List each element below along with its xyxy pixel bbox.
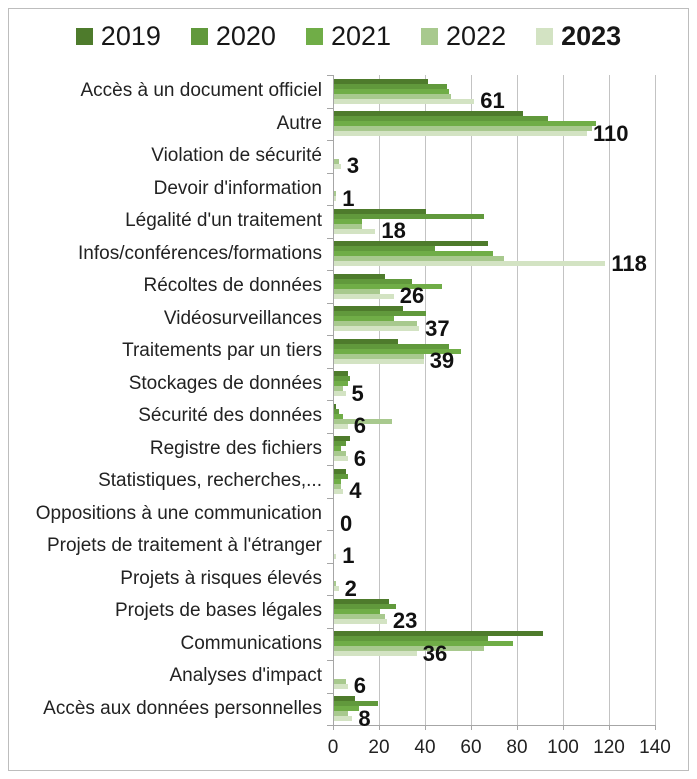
category-label: Statistiques, recherches,... <box>98 470 322 492</box>
bar-2023 <box>334 554 336 559</box>
category-label: Vidéosurveillances <box>163 307 322 329</box>
bar-2023 <box>334 196 336 201</box>
x-tick-label: 120 <box>593 737 625 758</box>
category-label: Stockages de données <box>128 372 322 394</box>
plot-area <box>333 75 655 731</box>
category-label: Sécurité des données <box>138 405 322 427</box>
bar-2023 <box>334 684 348 689</box>
x-tick-label: 60 <box>460 737 482 758</box>
data-label: 1 <box>342 185 355 211</box>
data-label: 6 <box>353 673 367 699</box>
category-label: Autre <box>276 112 322 134</box>
x-axis-labels <box>327 733 671 763</box>
data-label: 23 <box>392 608 418 634</box>
data-label: 110 <box>593 120 629 146</box>
legend-swatch-2023 <box>536 28 553 45</box>
bar-2023 <box>334 326 419 331</box>
legend-item-2020 <box>191 23 276 50</box>
x-tick-label: 40 <box>414 737 436 758</box>
legend-item-2019 <box>76 23 161 50</box>
data-label: 0 <box>340 510 353 536</box>
category-label: Registre des fichiers <box>149 437 322 459</box>
data-label: 6 <box>353 413 367 439</box>
gridline <box>425 75 426 725</box>
bar-2023 <box>334 229 375 234</box>
legend-label: 2022 <box>446 21 507 51</box>
gridline <box>655 75 656 725</box>
chart-frame <box>8 8 689 771</box>
category-axis-line <box>333 75 334 725</box>
data-label: 3 <box>346 153 360 179</box>
legend-swatch-2019 <box>76 28 93 45</box>
bar-2023 <box>334 294 394 299</box>
data-label: 39 <box>429 348 455 374</box>
x-tick-label: 100 <box>547 737 579 758</box>
category-label: Légalité d'un traitement <box>125 210 322 232</box>
data-label: 18 <box>381 218 406 244</box>
data-label: 5 <box>351 380 364 406</box>
legend-item-2021 <box>306 23 391 50</box>
bar-2023 <box>334 391 346 396</box>
bar-2023 <box>334 716 352 721</box>
data-label: 36 <box>422 640 448 666</box>
category-label: Infos/conférences/formations <box>78 242 322 264</box>
category-label: Traitements par un tiers <box>122 340 322 362</box>
category-label: Projets de bases légales <box>114 600 322 622</box>
x-tick-label: 20 <box>368 737 390 758</box>
value-axis-line <box>333 725 655 726</box>
gridline <box>471 75 472 725</box>
gridline <box>379 75 380 725</box>
legend-label: 2019 <box>100 21 161 51</box>
data-label: 61 <box>480 88 505 114</box>
bar-2023 <box>334 131 587 136</box>
data-label: 8 <box>358 705 371 731</box>
bar-2023 <box>334 424 348 429</box>
bar-2023 <box>334 359 424 364</box>
category-label: Analyses d'impact <box>169 665 322 687</box>
legend-item-2022 <box>421 23 506 50</box>
gridline <box>517 75 518 725</box>
x-axis-tick <box>655 725 656 730</box>
category-axis-labels <box>9 75 327 725</box>
data-label: 4 <box>349 478 362 504</box>
category-label: Accès à un document officiel <box>80 80 322 102</box>
category-label: Récoltes de données <box>143 275 322 297</box>
gridline <box>563 75 564 725</box>
legend-swatch-2022 <box>421 28 438 45</box>
gridline <box>609 75 610 725</box>
bar-2023 <box>334 261 605 266</box>
category-label: Accès aux données personnelles <box>43 697 322 719</box>
data-label: 26 <box>399 283 425 309</box>
bar-2023 <box>334 456 348 461</box>
bar-2023 <box>334 619 387 624</box>
data-label: 1 <box>342 543 355 569</box>
bar-2023 <box>334 586 339 591</box>
x-tick-label: 140 <box>639 737 671 758</box>
legend-item-2023 <box>536 23 621 50</box>
category-label: Projets à risques élevés <box>120 567 322 589</box>
category-label: Oppositions à une communication <box>35 502 322 524</box>
category-label: Projets de traitement à l'étranger <box>46 535 322 557</box>
legend-label: 2023 <box>561 21 622 51</box>
bar-2023 <box>334 99 474 104</box>
data-label: 37 <box>425 315 450 341</box>
category-label: Devoir d'information <box>153 177 322 199</box>
data-label: 2 <box>344 575 357 601</box>
x-tick-label: 0 <box>327 737 339 758</box>
bar-2023 <box>334 489 343 494</box>
x-tick-label: 80 <box>506 737 528 758</box>
data-label: 6 <box>353 445 367 471</box>
legend-swatch-2020 <box>191 28 208 45</box>
category-label: Communications <box>180 632 322 654</box>
legend-label: 2020 <box>215 21 276 51</box>
legend <box>9 23 688 50</box>
bar-2023 <box>334 164 341 169</box>
legend-swatch-2021 <box>306 28 323 45</box>
category-label: Violation de sécurité <box>151 145 322 167</box>
legend-label: 2021 <box>330 21 392 51</box>
data-label: 118 <box>611 250 647 276</box>
bar-2023 <box>334 651 417 656</box>
